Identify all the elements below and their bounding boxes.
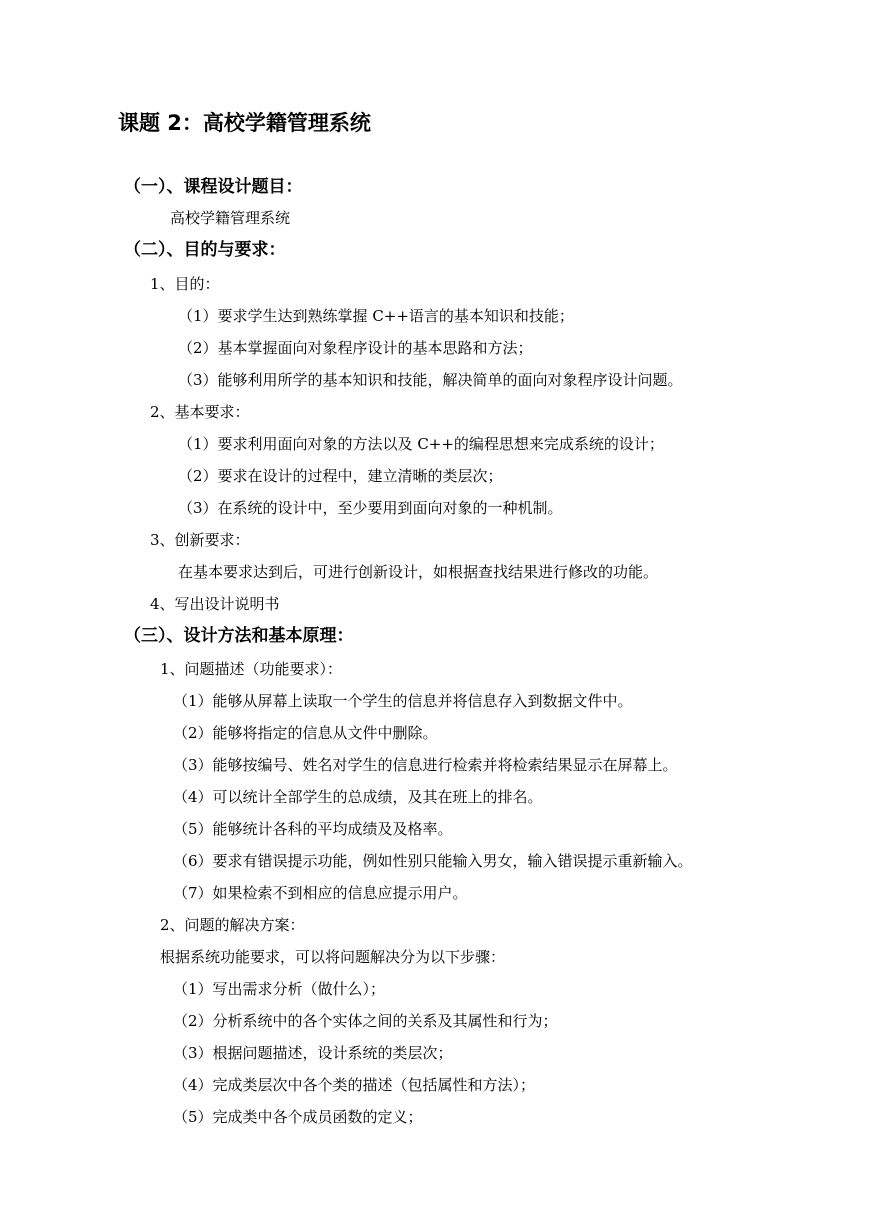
basic-requirement-item: （3）在系统的设计中，至少要用到面向对象的一种机制。: [178, 499, 563, 517]
manual-label: 4、写出设计说明书: [150, 595, 280, 613]
solution-step: （1）写出需求分析（做什么）；: [173, 980, 386, 998]
solution-label: 2、问题的解决方案：: [160, 916, 305, 934]
purpose-item: （2）基本掌握面向对象程序设计的基本思路和方法；: [178, 339, 533, 357]
section-3-heading: （三）、设计方法和基本原理：: [124, 626, 354, 646]
section-1-content: 高校学籍管理系统: [170, 209, 291, 227]
problem-item: （7）如果检索不到相应的信息应提示用户。: [173, 884, 468, 902]
purpose-label: 1、目的：: [150, 275, 220, 293]
solution-step: （4）完成类层次中各个类的描述（包括属性和方法）；: [173, 1076, 536, 1094]
basic-requirement-item: （1）要求利用面向对象的方法以及 C++的编程思想来完成系统的设计；: [178, 435, 664, 453]
problem-item: （2）能够将指定的信息从文件中删除。: [173, 724, 438, 742]
innovation-content: 在基本要求达到后，可进行创新设计，如根据查找结果进行修改的功能。: [178, 563, 659, 581]
purpose-item: （3）能够利用所学的基本知识和技能，解决简单的面向对象程序设计问题。: [178, 371, 683, 389]
problem-item: （3）能够按编号、姓名对学生的信息进行检索并将检索结果显示在屏幕上。: [173, 756, 678, 774]
problem-item: （5）能够统计各科的平均成绩及及格率。: [173, 820, 453, 838]
problem-item: （6）要求有错误提示功能，例如性别只能输入男女，输入错误提示重新输入。: [173, 852, 693, 870]
document-title: 课题 2：高校学籍管理系统: [118, 111, 371, 135]
solution-intro: 根据系统功能要求，可以将问题解决分为以下步骤：: [160, 948, 506, 966]
problem-description-label: 1、问题描述（功能要求）：: [160, 660, 343, 678]
basic-requirement-item: （2）要求在设计的过程中，建立清晰的类层次；: [178, 467, 503, 485]
solution-step: （2）分析系统中的各个实体之间的关系及其属性和行为；: [173, 1012, 558, 1030]
section-1-heading: （一）、课程设计题目：: [124, 177, 303, 197]
purpose-item: （1）要求学生达到熟练掌握 C++语言的基本知识和技能；: [178, 307, 574, 325]
solution-step: （3）根据问题描述，设计系统的类层次；: [173, 1044, 453, 1062]
problem-item: （4）可以统计全部学生的总成绩，及其在班上的排名。: [173, 788, 543, 806]
solution-step: （5）完成类中各个成员函数的定义；: [173, 1108, 423, 1126]
section-2-heading: （二）、目的与要求：: [124, 240, 286, 260]
basic-requirements-label: 2、基本要求：: [150, 403, 250, 421]
innovation-label: 3、创新要求：: [150, 531, 250, 549]
problem-item: （1）能够从屏幕上读取一个学生的信息并将信息存入到数据文件中。: [173, 692, 633, 710]
